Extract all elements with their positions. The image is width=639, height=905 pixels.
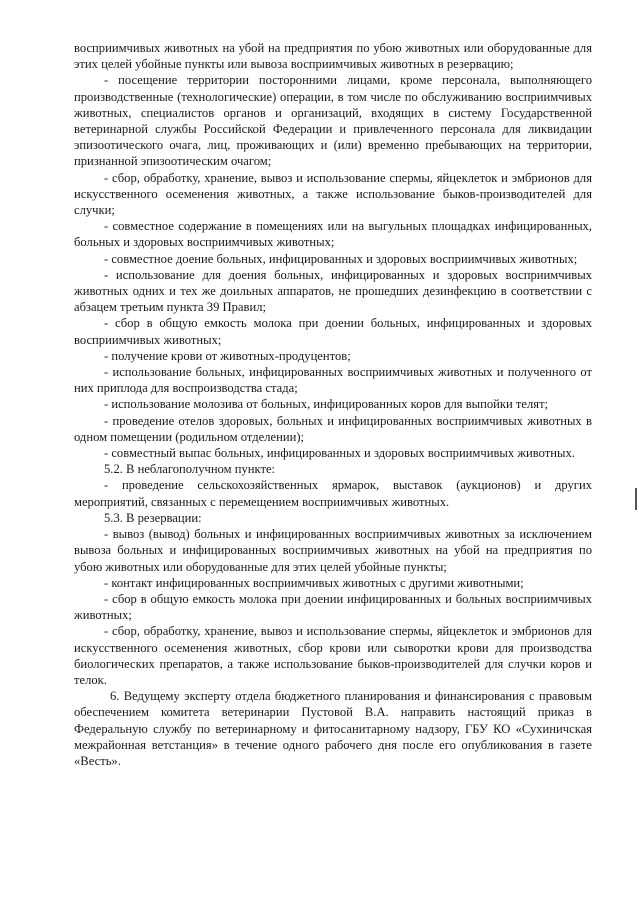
paragraph-item-6: 6. Ведущему эксперту отдела бюджетного планирования и финансирования с правовым обеспечением комитета ветеринарии Пустовой В.А. направить настоящий приказ в Федеральную службу по ветеринарному и фитосанитарному надзору, ГБУ КО «Сухиничская межрайонная ветстанция» в течение одного рабочего дня после его опубликования в газете «Весть».: [74, 689, 592, 768]
paragraph-11: - совместный выпас больных, инфицированных и здоровых восприимчивых животных.: [104, 446, 575, 461]
document-page: [74, 40, 592, 769]
paragraph-15: - вывоз (вывод) больных и инфицированных восприимчивых животных за исключением вывоза больных и инфицированных восприимчивых животных на убой на предприятия по убою животных или оборудованные для этих целей убойные пункты;: [74, 527, 592, 574]
paragraph-7: - получение крови от животных-продуцентов;: [104, 348, 351, 363]
paragraph-8: - использование больных, инфицированных восприимчивых животных и полученного от них приплода для воспроизводства стада;: [74, 365, 592, 396]
paragraph-9: - использование молозива от больных, инфицированных коров для выпойки телят;: [104, 397, 549, 412]
paragraph-5: - использование для доения больных, инфицированных и здоровых восприимчивых животных одних и тех же доильных аппаратов, не прошедших дезинфекцию в соответствии с абзацем третьим пункта 39 Правил;: [74, 267, 592, 315]
section-heading-5-3: 5.3. В резервации:: [104, 510, 202, 525]
scan-edge-mark: [635, 488, 637, 510]
paragraph-10: - проведение отелов здоровых, больных и инфицированных восприимчивых животных в одном помещении (родильном отделении);: [74, 413, 592, 444]
paragraph-6: - сбор в общую емкость молока при доении больных, инфицированных и здоровых восприимчивых животных;: [74, 316, 592, 347]
section-heading-5-2: 5.2. В неблагополучном пункте:: [104, 462, 276, 477]
paragraph-1: - посещение территории посторонними лицами, кроме персонала, выполняющего производственные (технологические) операции, в том числе по обслуживанию восприимчивых животных, специалистов органов и организаций, входящих в систему Государственной ветеринарной службы Российской Федерации и привлеченного персонала для ликвидации эпизоотического очага, лиц, проживающих и (или) временно пребывающих на территории, признанной эпизоотическим очагом;: [74, 73, 592, 169]
paragraph-13: - проведение сельскохозяйственных ярмарок, выставок (аукционов) и других мероприятий, связанных с перемещением восприимчивых животных.: [74, 478, 592, 509]
paragraph-4: - совместное доение больных, инфицированных и здоровых восприимчивых животных;: [104, 251, 578, 266]
paragraph-3: - совместное содержание в помещениях или на выгульных площадках инфицированных, больных и здоровых восприимчивых животных;: [74, 219, 592, 250]
paragraph-0: восприимчивых животных на убой на предприятия по убою животных или оборудованные для этих целей убойные пункты или вывоза восприимчивых животных в резервацию;: [74, 41, 592, 72]
paragraph-17: - сбор в общую емкость молока при доении инфицированных и больных восприимчивых животных;: [74, 591, 592, 623]
paragraph-18: - сбор, обработку, хранение, вывоз и использование спермы, яйцеклеток и эмбрионов для искусственного осеменения животных, сбор крови или сыворотки крови для производства биологических препаратов, а также использование быков-производителей для случки коров и телок.: [74, 624, 592, 687]
paragraph-16: - контакт инфицированных восприимчивых животных с другими животными;: [104, 575, 524, 590]
paragraph-2: - сбор, обработку, хранение, вывоз и использование спермы, яйцеклеток и эмбрионов для искусственного осеменения животных, а также использование быков-производителей для случки;: [74, 170, 592, 218]
